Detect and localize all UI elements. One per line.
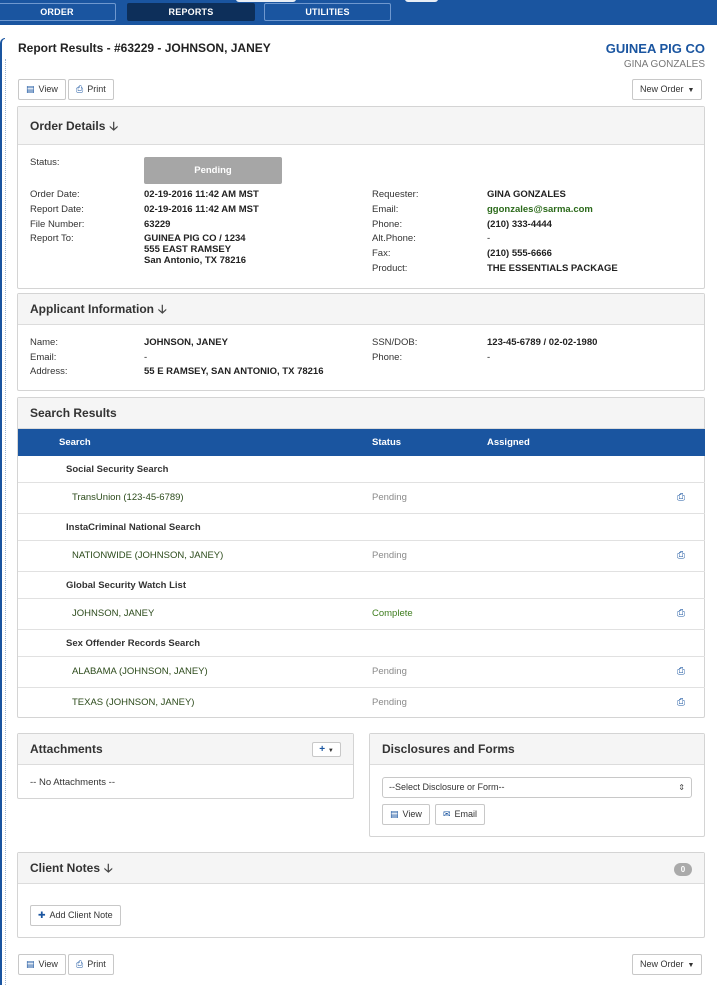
order-details-body bbox=[18, 145, 704, 289]
chevron-updown-icon: ⇕ bbox=[678, 783, 685, 792]
requester-label: Requester: bbox=[372, 189, 419, 200]
print-button[interactable] bbox=[68, 79, 114, 100]
new-order-button-bottom[interactable] bbox=[632, 954, 702, 975]
file-number-label: File Number: bbox=[30, 219, 85, 230]
search-item-name[interactable]: ALABAMA (JOHNSON, JANEY) bbox=[72, 666, 208, 677]
phone-value: (210) 333-4444 bbox=[487, 219, 552, 230]
caret-down-icon: ▼ bbox=[327, 748, 334, 754]
notes-count-badge: 0 bbox=[674, 863, 692, 876]
table-row[interactable] bbox=[18, 688, 705, 719]
requester-value: GINA GONZALES bbox=[487, 189, 566, 200]
order-details-title: Order Details bbox=[30, 119, 106, 133]
add-client-note-label: Add Client Note bbox=[49, 910, 113, 920]
new-order-button[interactable] bbox=[632, 79, 702, 100]
company-name: GUINEA PIG CO bbox=[605, 41, 705, 56]
search-group-title: Global Security Watch List bbox=[66, 580, 187, 591]
view-button[interactable] bbox=[18, 79, 66, 100]
alt-phone-label: Alt.Phone: bbox=[372, 233, 416, 244]
search-item-status: Complete bbox=[372, 608, 413, 619]
document-icon: ▤ bbox=[26, 84, 35, 94]
search-group-title: Sex Offender Records Search bbox=[66, 638, 201, 649]
caret-down-icon: ▼ bbox=[687, 87, 695, 94]
no-attachments-text: -- No Attachments -- bbox=[30, 777, 115, 788]
table-row[interactable] bbox=[18, 657, 705, 688]
search-item-name[interactable]: JOHNSON, JANEY bbox=[72, 608, 155, 619]
email-label: Email: bbox=[372, 204, 399, 215]
product-value: THE ESSENTIALS PACKAGE bbox=[487, 263, 618, 274]
report-to-label: Report To: bbox=[30, 233, 74, 244]
printer-icon[interactable]: ⎙ bbox=[677, 697, 685, 708]
column-search: Search bbox=[59, 437, 91, 448]
tab-utilities[interactable]: UTILITIES bbox=[264, 3, 391, 21]
applicant-email-label: Email: bbox=[30, 352, 57, 363]
printer-icon: ⎙ bbox=[76, 84, 84, 94]
alt-phone-value: - bbox=[487, 233, 491, 244]
printer-icon: ⎙ bbox=[76, 959, 84, 969]
table-row[interactable] bbox=[18, 541, 705, 572]
search-group-title: InstaCriminal National Search bbox=[66, 522, 201, 533]
add-attachment-button[interactable] bbox=[312, 742, 341, 757]
column-assigned: Assigned bbox=[487, 437, 530, 448]
search-results-header bbox=[18, 398, 704, 429]
search-group bbox=[18, 456, 705, 483]
user-name: GINA GONZALES bbox=[623, 59, 705, 70]
disclosure-select[interactable] bbox=[382, 777, 692, 798]
attachments-title: Attachments bbox=[30, 742, 103, 756]
attachments-panel bbox=[17, 733, 354, 799]
printer-icon[interactable]: ⎙ bbox=[677, 492, 685, 503]
applicant-email-value: - bbox=[144, 352, 148, 363]
print-button-label: Print bbox=[87, 84, 106, 94]
search-item-status: Pending bbox=[372, 492, 407, 503]
applicant-title: Applicant Information bbox=[30, 302, 154, 316]
view-button-label: View bbox=[38, 959, 58, 969]
disclosure-view-button[interactable] bbox=[382, 804, 430, 825]
status-badge: Pending bbox=[144, 157, 282, 184]
search-group bbox=[18, 514, 705, 541]
fax-value: (210) 555-6666 bbox=[487, 248, 552, 259]
disclosure-view-label: View bbox=[402, 809, 422, 819]
document-icon: ▤ bbox=[390, 809, 399, 819]
applicant-name-value: JOHNSON, JANEY bbox=[144, 337, 228, 348]
report-to-line3: San Antonio, TX 78216 bbox=[144, 255, 247, 266]
print-button-label: Print bbox=[87, 959, 106, 969]
view-button-bottom[interactable] bbox=[18, 954, 66, 975]
fax-label: Fax: bbox=[372, 248, 391, 259]
printer-icon[interactable]: ⎙ bbox=[677, 550, 685, 561]
tab-order[interactable]: ORDER bbox=[0, 3, 116, 21]
nav-decoration bbox=[405, 0, 438, 2]
search-item-name[interactable]: TEXAS (JOHNSON, JANEY) bbox=[72, 697, 195, 708]
client-notes-header[interactable] bbox=[18, 853, 704, 884]
search-item-name[interactable]: TransUnion (123-45-6789) bbox=[72, 492, 184, 503]
printer-icon[interactable]: ⎙ bbox=[677, 608, 685, 619]
arrow-down-icon: 🡣 bbox=[158, 302, 167, 316]
envelope-icon: ✉ bbox=[443, 809, 451, 819]
disclosures-title: Disclosures and Forms bbox=[382, 742, 515, 756]
applicant-name-label: Name: bbox=[30, 337, 58, 348]
attachments-header bbox=[18, 734, 353, 765]
new-order-label: New Order bbox=[640, 84, 684, 94]
order-details-header[interactable] bbox=[18, 107, 704, 145]
report-to-line2: 555 EAST RAMSEY bbox=[144, 244, 232, 255]
file-number-value: 63229 bbox=[144, 219, 171, 230]
table-row[interactable] bbox=[18, 599, 705, 630]
ssn-dob-label: SSN/DOB: bbox=[372, 337, 418, 348]
order-details-panel bbox=[17, 106, 705, 289]
arrow-down-icon: 🡣 bbox=[109, 119, 118, 133]
ssn-dob-value: 123-45-6789 / 02-02-1980 bbox=[487, 337, 598, 348]
applicant-header[interactable] bbox=[18, 294, 704, 325]
search-item-status: Pending bbox=[372, 550, 407, 561]
add-client-note-button[interactable] bbox=[30, 905, 121, 926]
applicant-panel bbox=[17, 293, 705, 391]
applicant-phone-value: - bbox=[487, 352, 491, 363]
disclosure-email-label: Email bbox=[454, 809, 478, 819]
disclosure-select-value: --Select Disclosure or Form-- bbox=[389, 782, 505, 792]
company-info bbox=[606, 41, 705, 70]
plus-icon: ✚ bbox=[38, 910, 46, 920]
search-group bbox=[18, 630, 705, 657]
order-date-value: 02-19-2016 11:42 AM MST bbox=[144, 189, 259, 200]
search-item-name[interactable]: NATIONWIDE (JOHNSON, JANEY) bbox=[72, 550, 224, 561]
nav-decoration bbox=[236, 0, 296, 2]
left-gutter bbox=[0, 38, 5, 985]
applicant-address-value: 55 E RAMSEY, SAN ANTONIO, TX 78216 bbox=[144, 366, 324, 377]
search-results-title: Search Results bbox=[30, 406, 117, 420]
printer-icon[interactable]: ⎙ bbox=[677, 666, 685, 677]
report-to-line1: GUINEA PIG CO / 1234 bbox=[144, 233, 246, 244]
plus-icon: + bbox=[319, 744, 326, 755]
search-results-panel bbox=[17, 397, 705, 718]
column-status: Status bbox=[372, 437, 402, 448]
client-notes-panel bbox=[17, 852, 705, 938]
report-date-label: Report Date: bbox=[30, 204, 84, 215]
document-icon: ▤ bbox=[26, 959, 35, 969]
phone-label: Phone: bbox=[372, 219, 403, 230]
table-row[interactable] bbox=[18, 483, 705, 514]
page-title: Report Results - #63229 - JOHNSON, JANEY bbox=[18, 41, 271, 55]
new-order-label: New Order bbox=[640, 959, 684, 969]
disclosure-email-button[interactable] bbox=[435, 804, 485, 825]
report-date-value: 02-19-2016 11:42 AM MST bbox=[144, 204, 259, 215]
top-nav bbox=[0, 0, 717, 25]
results-table-header bbox=[18, 429, 705, 456]
search-item-status: Pending bbox=[372, 697, 407, 708]
status-label: Status: bbox=[30, 157, 60, 168]
applicant-phone-label: Phone: bbox=[372, 352, 403, 363]
requester-email-link[interactable]: ggonzales@sarma.com bbox=[487, 204, 593, 215]
caret-down-icon: ▼ bbox=[687, 962, 695, 969]
search-group-title: Social Security Search bbox=[66, 464, 169, 475]
disclosures-header bbox=[370, 734, 704, 765]
disclosures-panel bbox=[369, 733, 705, 837]
product-label: Product: bbox=[372, 263, 408, 274]
search-group bbox=[18, 572, 705, 599]
order-date-label: Order Date: bbox=[30, 189, 80, 200]
arrow-down-icon: 🡣 bbox=[104, 861, 113, 875]
applicant-address-label: Address: bbox=[30, 366, 68, 377]
search-item-status: Pending bbox=[372, 666, 407, 677]
view-button-label: View bbox=[38, 84, 58, 94]
tab-reports[interactable]: REPORTS bbox=[127, 3, 255, 21]
client-notes-title: Client Notes bbox=[30, 861, 101, 875]
print-button-bottom[interactable] bbox=[68, 954, 114, 975]
